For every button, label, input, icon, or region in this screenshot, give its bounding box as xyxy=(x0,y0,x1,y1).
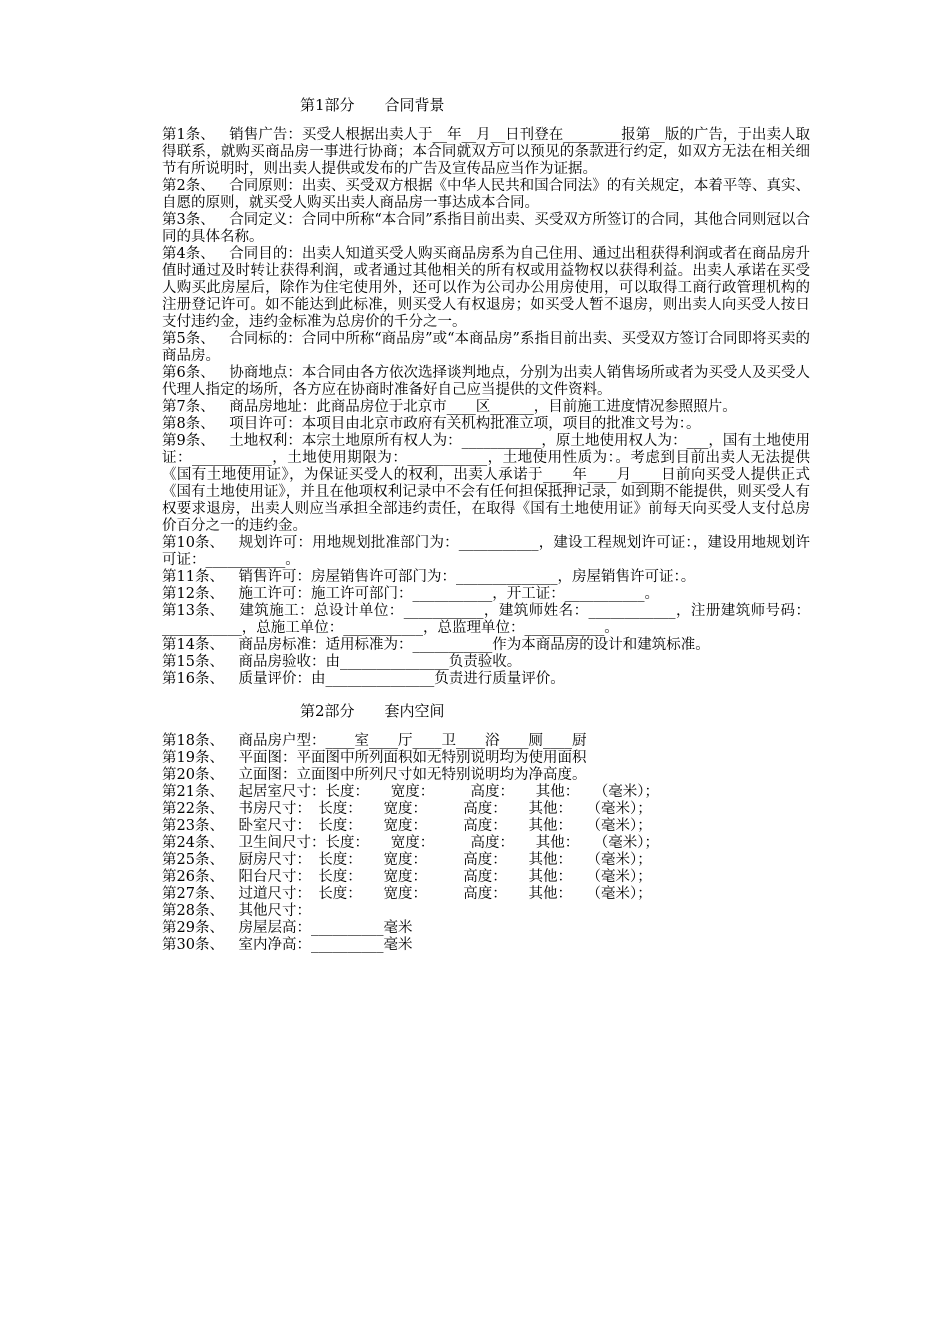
article-number: 第19条、 xyxy=(162,750,224,766)
article-text: 商品房地址：此商品房位于北京市____区______，目前施工进度情况参照照片。 xyxy=(214,399,737,415)
article-text: 阳台尺寸： 长度： 宽度： 高度： 其他： （毫米）； xyxy=(223,869,652,885)
article-number: 第11条、 xyxy=(162,569,224,585)
article-9 xyxy=(162,433,810,535)
article-14 xyxy=(162,637,810,654)
article-text: 商品房验收：由_______________负责验收。 xyxy=(223,654,522,670)
article-text: 厨房尺寸： 长度： 宽度： 高度： 其他： （毫米）； xyxy=(223,852,652,868)
article-number: 第20条、 xyxy=(162,767,224,783)
part1-title: 第1部分 合同背景 xyxy=(300,96,445,114)
article-28 xyxy=(162,903,810,920)
article-text: 建筑施工：总设计单位：___________，建筑师姓名：____________，注册建筑师号码：___________，总施工单位：___________，总监理单位：___________。 xyxy=(162,603,810,636)
article-number: 第3条、 xyxy=(162,212,215,228)
article-text: 室内净高：__________毫米 xyxy=(223,937,413,953)
part2-title: 第2部分 套内空间 xyxy=(300,702,445,720)
article-text: 平面图：平面图中所列面积如无特别说明均为使用面积 xyxy=(223,750,587,766)
article-text: 书房尺寸： 长度： 宽度： 高度： 其他： （毫米）； xyxy=(223,801,652,817)
article-3 xyxy=(162,212,810,246)
article-text: 房屋层高：__________毫米 xyxy=(223,920,413,936)
article-text: 项目许可：本项目由北京市政府有关机构批准立项，项目的批准文号为：。 xyxy=(214,416,701,432)
article-13 xyxy=(162,603,810,637)
article-number: 第22条、 xyxy=(162,801,224,817)
article-text: 商品房标准：适用标准为：___________作为本商品房的设计和建筑标准。 xyxy=(223,637,710,653)
article-number: 第28条、 xyxy=(162,903,224,919)
article-text: 商品房户型：____室____厅____卫____浴____厕____厨 xyxy=(223,733,587,749)
article-number: 第15条、 xyxy=(162,654,224,670)
article-text: 合同标的：合同中所称“商品房”或“本商品房”系指目前出卖、买受双方签订合同即将买卖的商品房。 xyxy=(162,331,810,364)
article-27 xyxy=(162,886,810,903)
article-text: 销售广告：买受人根据出卖人于__年__月__日刊登在________报第__版的广告，于出卖人取得联系，就购买商品房一事进行协商；本合同就双方可以预见的条款进行约定，如双方无法在相关细节有所说明时，则出卖人提供或发布的广告及宣传品应当作为证据。 xyxy=(162,127,810,177)
part1-articles xyxy=(162,127,810,688)
article-number: 第4条、 xyxy=(162,246,215,262)
article-text: 起居室尺寸：长度： 宽度： 高度： 其他： （毫米）； xyxy=(223,784,659,800)
article-number: 第26条、 xyxy=(162,869,224,885)
article-2 xyxy=(162,178,810,212)
article-text: 协商地点：本合同由各方依次选择谈判地点，分别为出卖人销售场所或者为买受人及买受人代理人指定的场所，各方应在协商时准备好自己应当提供的文件资料。 xyxy=(162,365,810,398)
article-number: 第10条、 xyxy=(162,535,224,551)
article-29 xyxy=(162,920,810,937)
article-number: 第27条、 xyxy=(162,886,224,902)
article-16 xyxy=(162,671,810,688)
article-text: 卫生间尺寸：长度： 宽度： 高度： 其他： （毫米）； xyxy=(223,835,659,851)
article-12 xyxy=(162,586,810,603)
part2-articles xyxy=(162,733,810,954)
article-11 xyxy=(162,569,810,586)
article-number: 第6条、 xyxy=(162,365,215,381)
article-8 xyxy=(162,416,810,433)
article-number: 第8条、 xyxy=(162,416,215,432)
article-text: 规划许可：用地规划批准部门为：___________，建设工程规划许可证：，建设用地规划许可证：___________。 xyxy=(162,535,810,568)
article-10 xyxy=(162,535,810,569)
article-number: 第16条、 xyxy=(162,671,224,687)
article-text: 合同定义：合同中所称“本合同”系指目前出卖、买受双方所签订的合同，其他合同则冠以合同的具体名称。 xyxy=(162,212,810,245)
article-15 xyxy=(162,654,810,671)
article-24 xyxy=(162,835,810,852)
article-number: 第13条、 xyxy=(162,603,224,619)
article-text: 土地权利：本宗土地原所有权人为：___________，原土地使用权人为：___，国有土地使用证：___________，土地使用期限为：___________，土地使用性质为：。考虑到目前出卖人无法提供《国有土地使用证》，为保证买受人的权利，出卖人承诺于____年____月____日前向买受人提供正式《国有土地使用证》，并且在他项权利记录中不会有任何担保抵押记录，如到期不能提供，则买受人有权要求退房，出卖人则应当承担全部违约责任，在取得《国有土地使用证》前每天向买受人支付总房价百分之一的违约金。 xyxy=(162,433,810,534)
article-number: 第9条、 xyxy=(162,433,215,449)
article-text: 销售许可：房屋销售许可部门为：______________，房屋销售许可证：。 xyxy=(223,569,696,585)
article-19 xyxy=(162,750,810,767)
article-text: 施工许可：施工许可部门：___________，开工证：___________。 xyxy=(223,586,659,602)
article-number: 第23条、 xyxy=(162,818,224,834)
article-number: 第1条、 xyxy=(162,127,215,143)
article-text: 合同原则：出卖、买受双方根据《中华人民共和国合同法》的有关规定，本着平等、真实、自愿的原则，就买受人购买出卖人商品房一事达成本合同。 xyxy=(162,178,810,211)
article-number: 第29条、 xyxy=(162,920,224,936)
article-number: 第2条、 xyxy=(162,178,215,194)
article-1 xyxy=(162,127,810,178)
article-number: 第18条、 xyxy=(162,733,224,749)
article-5 xyxy=(162,331,810,365)
article-number: 第30条、 xyxy=(162,937,224,953)
article-number: 第12条、 xyxy=(162,586,224,602)
article-text: 立面图：立面图中所列尺寸如无特别说明均为净高度。 xyxy=(223,767,587,783)
article-21 xyxy=(162,784,810,801)
article-number: 第21条、 xyxy=(162,784,224,800)
article-number: 第7条、 xyxy=(162,399,215,415)
article-23 xyxy=(162,818,810,835)
article-number: 第25条、 xyxy=(162,852,224,868)
article-text: 合同目的：出卖人知道买受人购买商品房系为自己住用、通过出租获得利润或者在商品房升值时通过及时转让获得利润，或者通过其他相关的所有权或用益物权以获得利益。出卖人承诺在买受人购买此房屋后，除作为住宅使用外，还可以作为公司办公用房使用，可以取得工商行政管理机构的注册登记许可。如不能达到此标准，则买受人有权退房；如买受人暂不退房，则出卖人向买受人按日支付违约金，违约金标准为总房价的千分之一。 xyxy=(162,246,810,330)
article-25 xyxy=(162,852,810,869)
article-number: 第24条、 xyxy=(162,835,224,851)
article-text: 卧室尺寸： 长度： 宽度： 高度： 其他： （毫米）； xyxy=(223,818,652,834)
article-number: 第5条、 xyxy=(162,331,215,347)
article-number: 第14条、 xyxy=(162,637,224,653)
article-text: 质量评价：由_______________负责进行质量评价。 xyxy=(223,671,565,687)
article-6 xyxy=(162,365,810,399)
article-18 xyxy=(162,733,810,750)
article-26 xyxy=(162,869,810,886)
article-4 xyxy=(162,246,810,331)
contract-page xyxy=(162,96,810,954)
article-text: 其他尺寸： xyxy=(223,903,311,919)
article-22 xyxy=(162,801,810,818)
article-7 xyxy=(162,399,810,416)
article-20 xyxy=(162,767,810,784)
article-text: 过道尺寸： 长度： 宽度： 高度： 其他： （毫米）； xyxy=(223,886,652,902)
article-30 xyxy=(162,937,810,954)
